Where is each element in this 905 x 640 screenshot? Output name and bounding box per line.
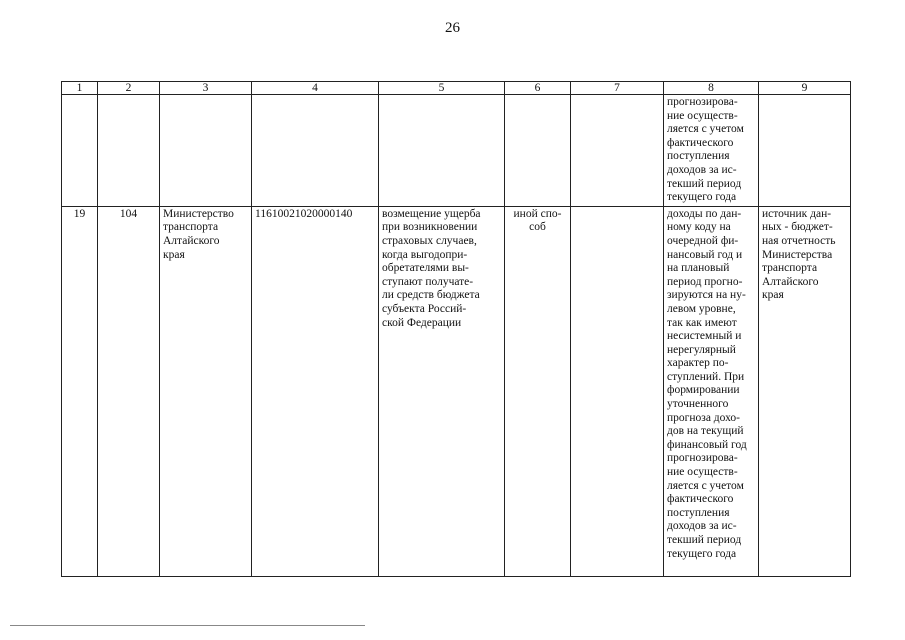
formula-cell (571, 206, 664, 576)
forecast-method-cell (664, 95, 759, 207)
column-header: 5 (379, 82, 505, 95)
text-line: ли средств бюджета (382, 289, 480, 302)
column-header: 3 (160, 82, 252, 95)
text-line: края (762, 289, 784, 302)
text-line: прогнозирова- (667, 96, 738, 108)
text-line: ступлений. При (667, 370, 745, 383)
text-line: текший период (667, 177, 742, 190)
table-row (62, 206, 851, 576)
text-line: левом уровне, (667, 302, 736, 315)
text-line: соб (529, 221, 546, 234)
text-line: края (163, 248, 185, 261)
administrator-name (160, 206, 252, 576)
text-line: Министерства (762, 248, 833, 261)
row-number: 19 (62, 206, 98, 576)
text-line: поступления (667, 150, 730, 163)
text-line: фактического (667, 493, 734, 506)
column-header: 4 (252, 82, 379, 95)
footer-rule (10, 625, 365, 626)
text-line: характер по- (667, 357, 729, 370)
forecast-method-cell (664, 206, 759, 576)
text-line: транспорта (163, 221, 219, 234)
text-line: Алтайского (762, 275, 819, 288)
text-line: субъекта Россий- (382, 302, 467, 315)
text-line: ных - бюджет- (762, 221, 833, 234)
text-line: ступают получате- (382, 275, 474, 288)
text-line: транспорта (762, 262, 818, 275)
text-line: нансовый год и (667, 248, 743, 261)
text-line: источник дан- (762, 207, 832, 220)
text-line: прогноза дохо- (667, 411, 741, 424)
text-line: нерегулярный (667, 343, 736, 356)
text-line: ному коду на (667, 221, 731, 234)
page-number: 26 (445, 20, 460, 36)
income-forecast-table (61, 81, 851, 577)
calc-method (505, 206, 571, 576)
column-header: 2 (98, 82, 160, 95)
text-line: период прогно- (667, 275, 743, 288)
column-header: 7 (571, 82, 664, 95)
text-line: обретателями вы- (382, 262, 469, 275)
text-line: очередной фи- (667, 234, 739, 247)
text-line: ской Федерации (382, 316, 462, 329)
column-header: 9 (759, 82, 851, 95)
text-line: текущего года (667, 191, 737, 204)
text-line: дов на текущий (667, 425, 744, 438)
text-line: поступления (667, 506, 730, 519)
text-line: возмещение ущерба (382, 207, 481, 220)
text-line: уточненного (667, 398, 729, 411)
text-line: ляется с учетом (667, 479, 744, 492)
text-line: формировании (667, 384, 740, 397)
text-line: ние осуществ- (667, 466, 738, 479)
text-line: страховых случаев, (382, 234, 477, 247)
text-line: фактического (667, 136, 734, 149)
text-line: текущего года (667, 547, 737, 560)
text-line: доходов за ис- (667, 163, 737, 176)
data-source-cell (759, 206, 851, 576)
text-line: иной спо- (513, 207, 562, 220)
text-line: ние осуществ- (667, 109, 738, 122)
column-header: 1 (62, 82, 98, 95)
column-header: 8 (664, 82, 759, 95)
admin-code: 104 (98, 206, 160, 576)
text-line: финансовый год (667, 438, 747, 451)
text-line: доходов за ис- (667, 520, 737, 533)
text-line: доходы по дан- (667, 207, 742, 220)
text-line: Алтайского (163, 234, 220, 247)
text-line: ная отчетность (762, 234, 836, 247)
table-row-continuation (62, 95, 851, 207)
text-line: Министерство (163, 207, 234, 220)
kbk-code: 11610021020000140 (252, 206, 379, 576)
text-line: ляется с учетом (667, 123, 744, 136)
text-line: зируются на ну- (667, 289, 746, 302)
text-line: когда выгодопри- (382, 248, 468, 261)
table-header-row (62, 82, 851, 95)
income-name (379, 206, 505, 576)
column-header: 6 (505, 82, 571, 95)
text-line: на плановый (667, 262, 730, 275)
text-line: прогнозирова- (667, 452, 738, 465)
text-line: при возникновении (382, 221, 478, 234)
text-line: так как имеют (667, 316, 737, 329)
text-line: несистемный и (667, 330, 742, 343)
text-line: текший период (667, 534, 742, 546)
